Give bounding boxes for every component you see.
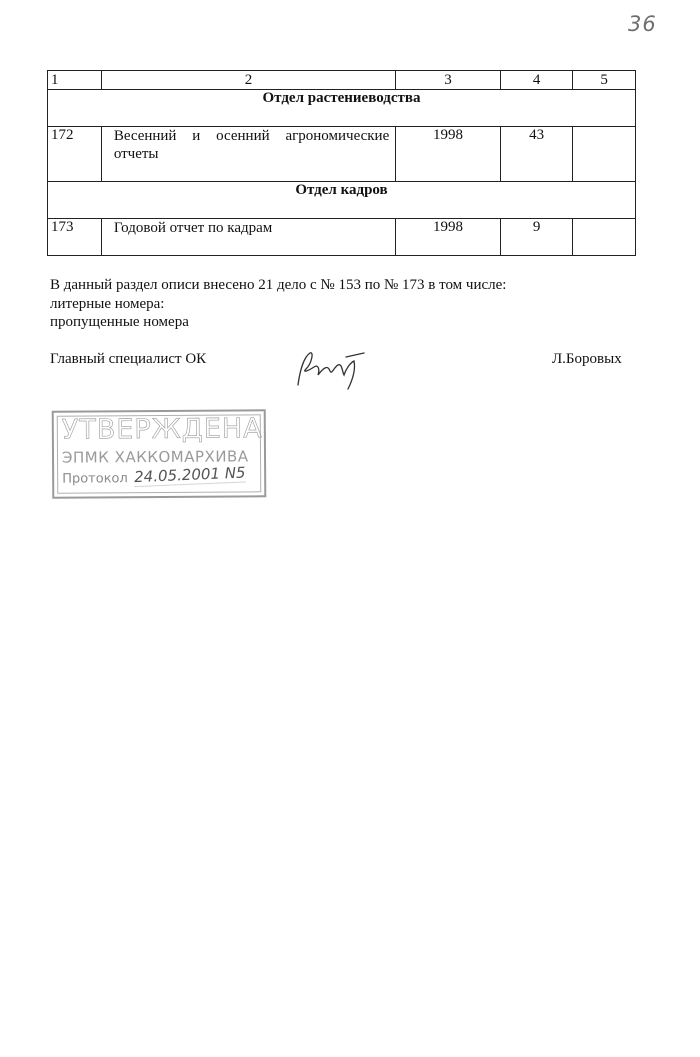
column-number: 1 [48, 71, 102, 90]
summary-count-line: В данный раздел описи внесено 21 дело с № 153 по № 173 в том числе: [50, 277, 507, 293]
item-note [573, 219, 636, 256]
section-header-row [48, 182, 636, 219]
column-number-row [48, 71, 636, 90]
column-number: 5 [573, 71, 636, 90]
table-row [48, 127, 636, 182]
summary-block [50, 276, 506, 332]
item-sheets: 9 [500, 219, 573, 256]
stamp-organization: ЭПМК ХАККОМАРХИВА [61, 447, 249, 467]
section-title: Отдел кадров [48, 182, 636, 219]
column-number: 3 [396, 71, 501, 90]
page-number: 36 [628, 12, 657, 36]
column-number: 2 [101, 71, 395, 90]
stamp-title: УТВЕРЖДЕНА [61, 413, 263, 446]
stamp-protocol-label: Протокол [62, 471, 128, 487]
section-header-row [48, 90, 636, 127]
summary-letter-numbers: литерные номера: [50, 295, 165, 312]
inventory-table [47, 70, 636, 256]
item-title: Годовой отчет по кадрам [101, 219, 395, 256]
section-title: Отдел растениеводства [48, 90, 636, 127]
column-number: 4 [500, 71, 573, 90]
item-number: 172 [48, 127, 102, 182]
item-note [573, 127, 636, 182]
item-year: 1998 [396, 127, 501, 182]
signatory-title: Главный специалист ОК [50, 351, 207, 367]
handwritten-signature [290, 345, 370, 395]
item-number: 173 [48, 219, 102, 256]
summary-skipped-numbers: пропущенные номера [50, 314, 189, 330]
item-year: 1998 [396, 219, 501, 256]
signatory-name: Л.Боровых [552, 351, 622, 367]
item-title: Весенний и осенний агрономические отчеты [101, 127, 395, 182]
approval-stamp [52, 409, 267, 498]
item-sheets: 43 [500, 127, 573, 182]
table-row [48, 219, 636, 256]
stamp-protocol-value: 24.05.2001 N5 [133, 463, 246, 487]
